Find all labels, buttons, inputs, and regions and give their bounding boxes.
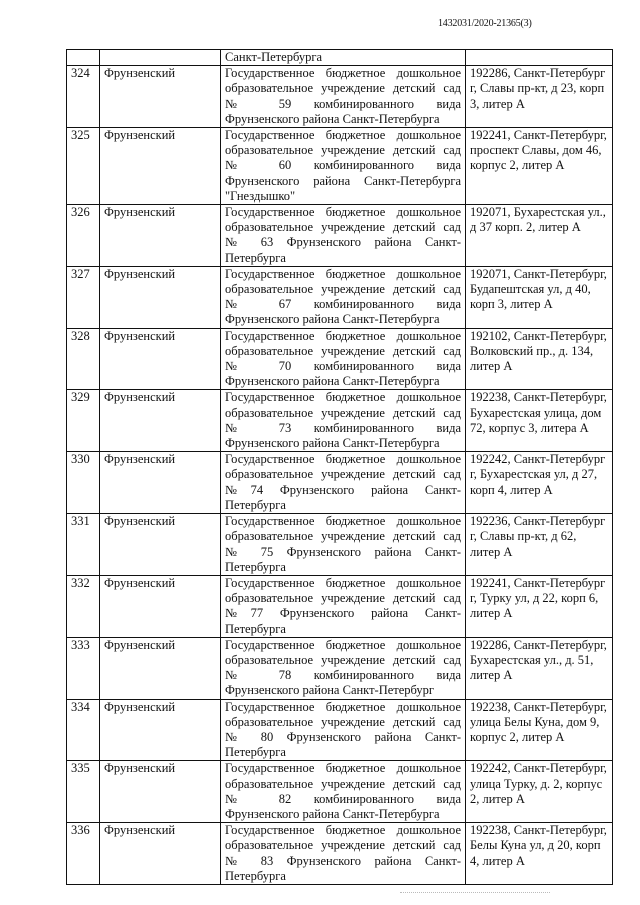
cell-name: Государственное бюджетное дошкольное образовательное учреждение детский сад № 60 комбинированного вида Фрунзенского района Санкт-Петербурга "Гнездышко" bbox=[221, 128, 466, 205]
table-row-continuation bbox=[67, 50, 613, 66]
cell-name: Государственное бюджетное дошкольное образовательное учреждение детский сад № 75 Фрунзенского района Санкт- Петербурга bbox=[221, 514, 466, 576]
cell-name: Государственное бюджетное дошкольное образовательное учреждение детский сад № 73 комбинированного вида Фрунзенского района Санкт-Петербурга bbox=[221, 390, 466, 452]
cell-number: 324 bbox=[67, 66, 100, 128]
cell-address: 192238, Санкт-Петербург, Белы Куна ул, д 20, корп 4, литер А bbox=[466, 823, 613, 885]
cell-district: Фрунзенский bbox=[100, 699, 221, 761]
table-row bbox=[67, 266, 613, 328]
cell-number bbox=[67, 50, 100, 66]
cell-address bbox=[466, 50, 613, 66]
cell-district: Фрунзенский bbox=[100, 205, 221, 267]
cell-name: Государственное бюджетное дошкольное образовательное учреждение детский сад № 78 комбинированного вида Фрунзенского района Санкт-Петербург bbox=[221, 637, 466, 699]
cell-address: 192286, Санкт-Петербург г, Славы пр-кт, д 23, корп 3, литер А bbox=[466, 66, 613, 128]
table-row bbox=[67, 514, 613, 576]
cell-district: Фрунзенский bbox=[100, 575, 221, 637]
cell-name: Санкт-Петербурга bbox=[221, 50, 466, 66]
cell-address: 192286, Санкт-Петербург, Бухарестская ул., д. 51, литер А bbox=[466, 637, 613, 699]
cell-name: Государственное бюджетное дошкольное образовательное учреждение детский сад № 70 комбинированного вида Фрунзенского района Санкт-Петербурга bbox=[221, 328, 466, 390]
cell-number: 334 bbox=[67, 699, 100, 761]
cell-district: Фрунзенский bbox=[100, 328, 221, 390]
cell-number: 333 bbox=[67, 637, 100, 699]
cell-number: 328 bbox=[67, 328, 100, 390]
cell-name: Государственное бюджетное дошкольное образовательное учреждение детский сад № 83 Фрунзенского района Санкт-Петербурга bbox=[221, 823, 466, 885]
cell-address: 192102, Санкт-Петербург, Волковский пр., д. 134, литер А bbox=[466, 328, 613, 390]
cell-district: Фрунзенский bbox=[100, 823, 221, 885]
footer-divider bbox=[400, 892, 550, 893]
cell-district: Фрунзенский bbox=[100, 637, 221, 699]
cell-address: 192071, Санкт-Петербург, Будапештская ул, д 40, корп 3, литер А bbox=[466, 266, 613, 328]
cell-number: 326 bbox=[67, 205, 100, 267]
cell-district: Фрунзенский bbox=[100, 514, 221, 576]
table-row bbox=[67, 575, 613, 637]
cell-name: Государственное бюджетное дошкольное образовательное учреждение детский сад №74 Фрунзенского района Санкт-Петербурга bbox=[221, 452, 466, 514]
cell-address: 192236, Санкт-Петербург г, Славы пр-кт, д 62, литер А bbox=[466, 514, 613, 576]
cell-number: 336 bbox=[67, 823, 100, 885]
table-row bbox=[67, 823, 613, 885]
cell-address: 192238, Санкт-Петербург, улица Белы Куна, дом 9, корпус 2, литер А bbox=[466, 699, 613, 761]
table-row bbox=[67, 205, 613, 267]
table-row bbox=[67, 328, 613, 390]
cell-name: Государственное бюджетное дошкольное образовательное учреждение детский сад № 59 комбинированного вида Фрунзенского района Санкт-Петербурга bbox=[221, 66, 466, 128]
cell-number: 335 bbox=[67, 761, 100, 823]
cell-address: 192071, Бухарестская ул., д 37 корп. 2, литер А bbox=[466, 205, 613, 267]
cell-district bbox=[100, 50, 221, 66]
cell-district: Фрунзенский bbox=[100, 128, 221, 205]
cell-name: Государственное бюджетное дошкольное образовательное учреждение детский сад № 63 Фрунзенского района Санкт-Петербурга bbox=[221, 205, 466, 267]
cell-number: 331 bbox=[67, 514, 100, 576]
table-row bbox=[67, 699, 613, 761]
cell-address: 192241, Санкт-Петербург г, Турку ул, д 22, корп 6, литер А bbox=[466, 575, 613, 637]
cell-name: Государственное бюджетное дошкольное образовательное учреждение детский сад № 82 комбинированного вида Фрунзенского района Санкт-Петербурга bbox=[221, 761, 466, 823]
cell-number: 327 bbox=[67, 266, 100, 328]
cell-number: 332 bbox=[67, 575, 100, 637]
table-row bbox=[67, 390, 613, 452]
cell-name: Государственное бюджетное дошкольное образовательное учреждение детский сад №77 Фрунзенского района Санкт-Петербурга bbox=[221, 575, 466, 637]
cell-district: Фрунзенский bbox=[100, 761, 221, 823]
cell-number: 330 bbox=[67, 452, 100, 514]
cell-number: 325 bbox=[67, 128, 100, 205]
cell-address: 192242, Санкт-Петербург, улица Турку, д. 2, корпус 2, литер А bbox=[466, 761, 613, 823]
cell-number: 329 bbox=[67, 390, 100, 452]
table-row bbox=[67, 128, 613, 205]
cell-address: 192238, Санкт-Петербург, Бухарестская улица, дом 72, корпус 3, литера А bbox=[466, 390, 613, 452]
cell-district: Фрунзенский bbox=[100, 390, 221, 452]
cell-district: Фрунзенский bbox=[100, 66, 221, 128]
cell-address: 192241, Санкт-Петербург, проспект Славы, дом 46, корпус 2, литер А bbox=[466, 128, 613, 205]
cell-address: 192242, Санкт-Петербург г, Бухарестская ул, д 27, корп 4, литер А bbox=[466, 452, 613, 514]
cell-name: Государственное бюджетное дошкольное образовательное учреждение детский сад № 67 комбинированного вида Фрунзенского района Санкт-Петербурга bbox=[221, 266, 466, 328]
table-row bbox=[67, 452, 613, 514]
document-number: 1432031/2020-21365(3) bbox=[438, 18, 532, 29]
table-row bbox=[67, 66, 613, 128]
table-row bbox=[67, 637, 613, 699]
cell-name: Государственное бюджетное дошкольное образовательное учреждение детский сад № 80 Фрунзенского района Санкт-Петербурга bbox=[221, 699, 466, 761]
institutions-table bbox=[66, 49, 613, 885]
cell-district: Фрунзенский bbox=[100, 452, 221, 514]
cell-district: Фрунзенский bbox=[100, 266, 221, 328]
table-row bbox=[67, 761, 613, 823]
